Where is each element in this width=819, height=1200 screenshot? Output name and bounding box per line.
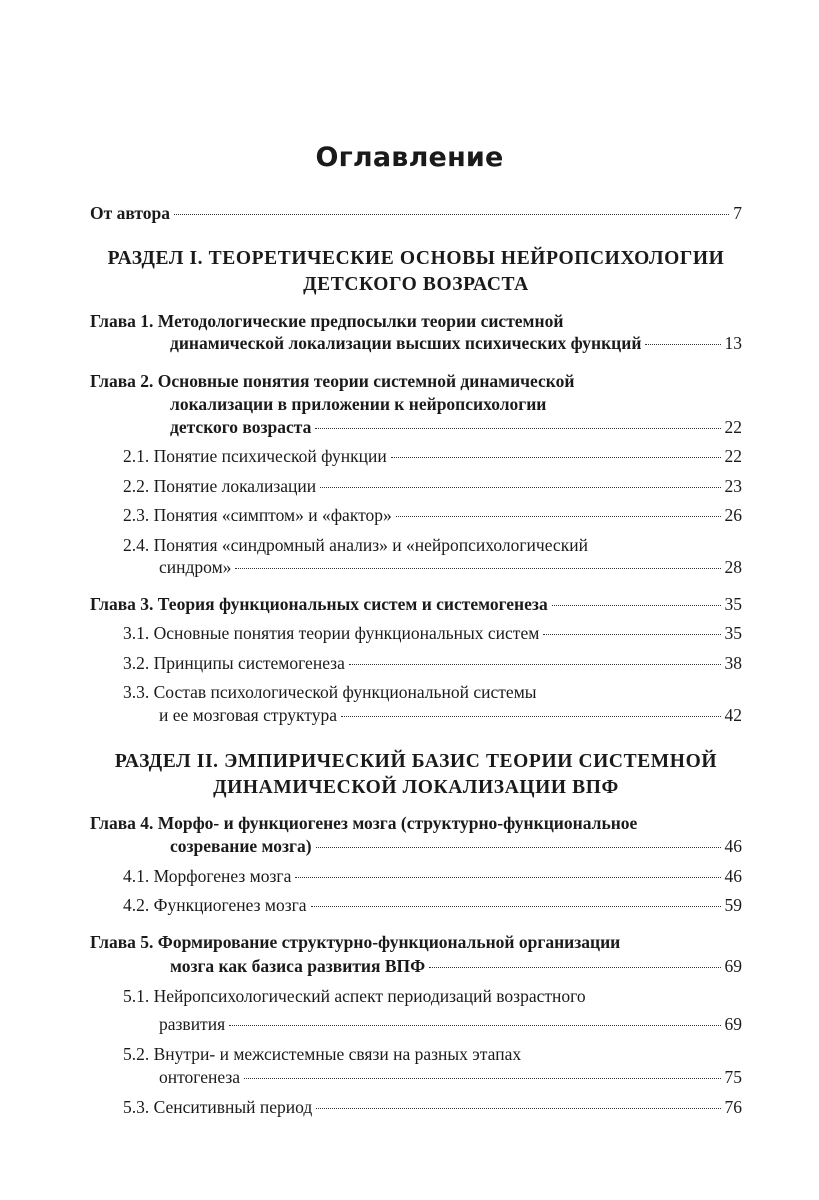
page-title: Оглавление bbox=[315, 142, 504, 173]
dot-leader bbox=[391, 457, 721, 458]
toc-entry-5-3[interactable] bbox=[123, 1095, 742, 1119]
section-heading-line: ДИНАМИЧЕСКОЙ ЛОКАЛИЗАЦИИ ВПФ bbox=[213, 777, 619, 798]
toc-entry-2-3[interactable] bbox=[123, 503, 742, 527]
toc-entry-label: 5.3. Сенситивный период bbox=[123, 1097, 313, 1117]
chapter-5-title-line: Глава 5. Формирование структурно-функциональной организации bbox=[90, 932, 621, 952]
chapter-2-title-line: Глава 2. Основные понятия теории системной динамической bbox=[90, 371, 575, 391]
toc-entry-label: 2.2. Понятие локализации bbox=[123, 476, 317, 496]
toc-entry-5-1[interactable] bbox=[159, 1012, 742, 1036]
chapter-1-title-line: Глава 1. Методологические предпосылки теории системной bbox=[90, 311, 564, 331]
toc-entry-label: От автора bbox=[90, 203, 170, 223]
toc-entry-label: детского возраста bbox=[170, 417, 312, 437]
page-number: 46 bbox=[724, 836, 742, 856]
toc-entry-label: 4.2. Функциогенез мозга bbox=[123, 895, 307, 915]
section-heading-line: РАЗДЕЛ II. ЭМПИРИЧЕСКИЙ БАЗИС ТЕОРИИ СИСТЕМНОЙ bbox=[114, 751, 718, 772]
toc-entry-chapter-3[interactable] bbox=[90, 592, 742, 616]
toc-entry-chapter-5[interactable] bbox=[170, 954, 742, 978]
section-2-4-title-line: 2.4. Понятия «синдромный анализ» и «нейропсихологический bbox=[123, 535, 588, 555]
section-3-3-title-line: 3.3. Состав психологической функциональной системы bbox=[123, 682, 537, 702]
toc-entry-label: созревание мозга) bbox=[170, 836, 312, 856]
section-5-1-title-line: 5.1. Нейропсихологический аспект периодизаций возрастного bbox=[123, 986, 586, 1006]
toc-entry-label: динамической локализации высших психических функций bbox=[170, 333, 642, 353]
dot-leader bbox=[552, 605, 721, 606]
toc-entry-label: 2.3. Понятия «симптом» и «фактор» bbox=[123, 505, 392, 525]
page-number: 35 bbox=[724, 594, 742, 614]
toc-entry-author[interactable] bbox=[90, 201, 742, 225]
toc-entry-label: 4.1. Морфогенез мозга bbox=[123, 866, 292, 886]
dot-leader bbox=[543, 634, 720, 635]
page-number: 69 bbox=[724, 1014, 742, 1034]
toc-entry-label: развития bbox=[159, 1014, 226, 1034]
dot-leader bbox=[396, 516, 721, 517]
toc-entry-label: мозга как базиса развития ВПФ bbox=[170, 956, 426, 976]
dot-leader bbox=[316, 1108, 720, 1109]
dot-leader bbox=[429, 967, 720, 968]
dot-leader bbox=[295, 877, 720, 878]
dot-leader bbox=[235, 568, 720, 569]
toc-entry-4-2[interactable] bbox=[123, 893, 742, 917]
dot-leader bbox=[229, 1025, 720, 1026]
toc-entry-label: синдром» bbox=[159, 557, 232, 577]
page-number: 7 bbox=[733, 203, 742, 223]
page-number: 22 bbox=[724, 446, 742, 466]
section-heading-line: ДЕТСКОГО ВОЗРАСТА bbox=[303, 274, 529, 295]
page-number: 26 bbox=[724, 505, 742, 525]
page-number: 75 bbox=[724, 1067, 742, 1087]
toc-entry-3-2[interactable] bbox=[123, 651, 742, 675]
page-number: 46 bbox=[724, 866, 742, 886]
page-number: 22 bbox=[724, 417, 742, 437]
dot-leader bbox=[174, 214, 729, 215]
toc-entry-chapter-1[interactable] bbox=[170, 331, 742, 355]
dot-leader bbox=[315, 428, 720, 429]
page-number: 35 bbox=[724, 623, 742, 643]
dot-leader bbox=[320, 487, 720, 488]
section-heading-line: РАЗДЕЛ I. ТЕОРЕТИЧЕСКИЕ ОСНОВЫ НЕЙРОПСИХОЛОГИИ bbox=[107, 248, 725, 269]
dot-leader bbox=[311, 906, 721, 907]
chapter-4-title-line: Глава 4. Морфо- и функциогенез мозга (структурно-функциональное bbox=[90, 813, 638, 833]
toc-entry-2-1[interactable] bbox=[123, 444, 742, 468]
toc-entry-chapter-2[interactable] bbox=[170, 415, 742, 439]
section-heading-1 bbox=[90, 246, 742, 298]
toc-entry-label: 3.2. Принципы системогенеза bbox=[123, 653, 345, 673]
page-number: 28 bbox=[724, 557, 742, 577]
dot-leader bbox=[244, 1078, 720, 1079]
toc-entry-5-2[interactable] bbox=[159, 1065, 742, 1089]
page-number: 59 bbox=[724, 895, 742, 915]
toc-entry-3-1[interactable] bbox=[123, 621, 742, 645]
toc-entry-2-4[interactable] bbox=[159, 555, 742, 579]
dot-leader bbox=[316, 847, 721, 848]
toc-entry-label: Глава 3. Теория функциональных систем и системогенеза bbox=[90, 594, 548, 614]
page-number: 76 bbox=[724, 1097, 742, 1117]
page-number: 38 bbox=[724, 653, 742, 673]
dot-leader bbox=[349, 664, 721, 665]
page-number: 69 bbox=[724, 956, 742, 976]
toc-entry-label: и ее мозговая структура bbox=[159, 705, 337, 725]
page-number: 13 bbox=[724, 333, 742, 353]
toc-entry-3-3[interactable] bbox=[159, 703, 742, 727]
toc-entry-2-2[interactable] bbox=[123, 474, 742, 498]
toc-entry-label: 3.1. Основные понятия теории функциональных систем bbox=[123, 623, 540, 643]
toc-entry-4-1[interactable] bbox=[123, 864, 742, 888]
dot-leader bbox=[645, 344, 720, 345]
section-heading-2 bbox=[90, 749, 742, 801]
toc-entry-label: онтогенеза bbox=[159, 1067, 241, 1087]
page-number: 42 bbox=[724, 705, 742, 725]
section-5-2-title-line: 5.2. Внутри- и межсистемные связи на разных этапах bbox=[123, 1044, 522, 1064]
page-number: 23 bbox=[724, 476, 742, 496]
toc-entry-label: 2.1. Понятие психической функции bbox=[123, 446, 387, 466]
dot-leader bbox=[341, 716, 721, 717]
toc-entry-chapter-4[interactable] bbox=[170, 834, 742, 858]
chapter-2-title-line: локализации в приложении к нейропсихологии bbox=[170, 394, 547, 414]
